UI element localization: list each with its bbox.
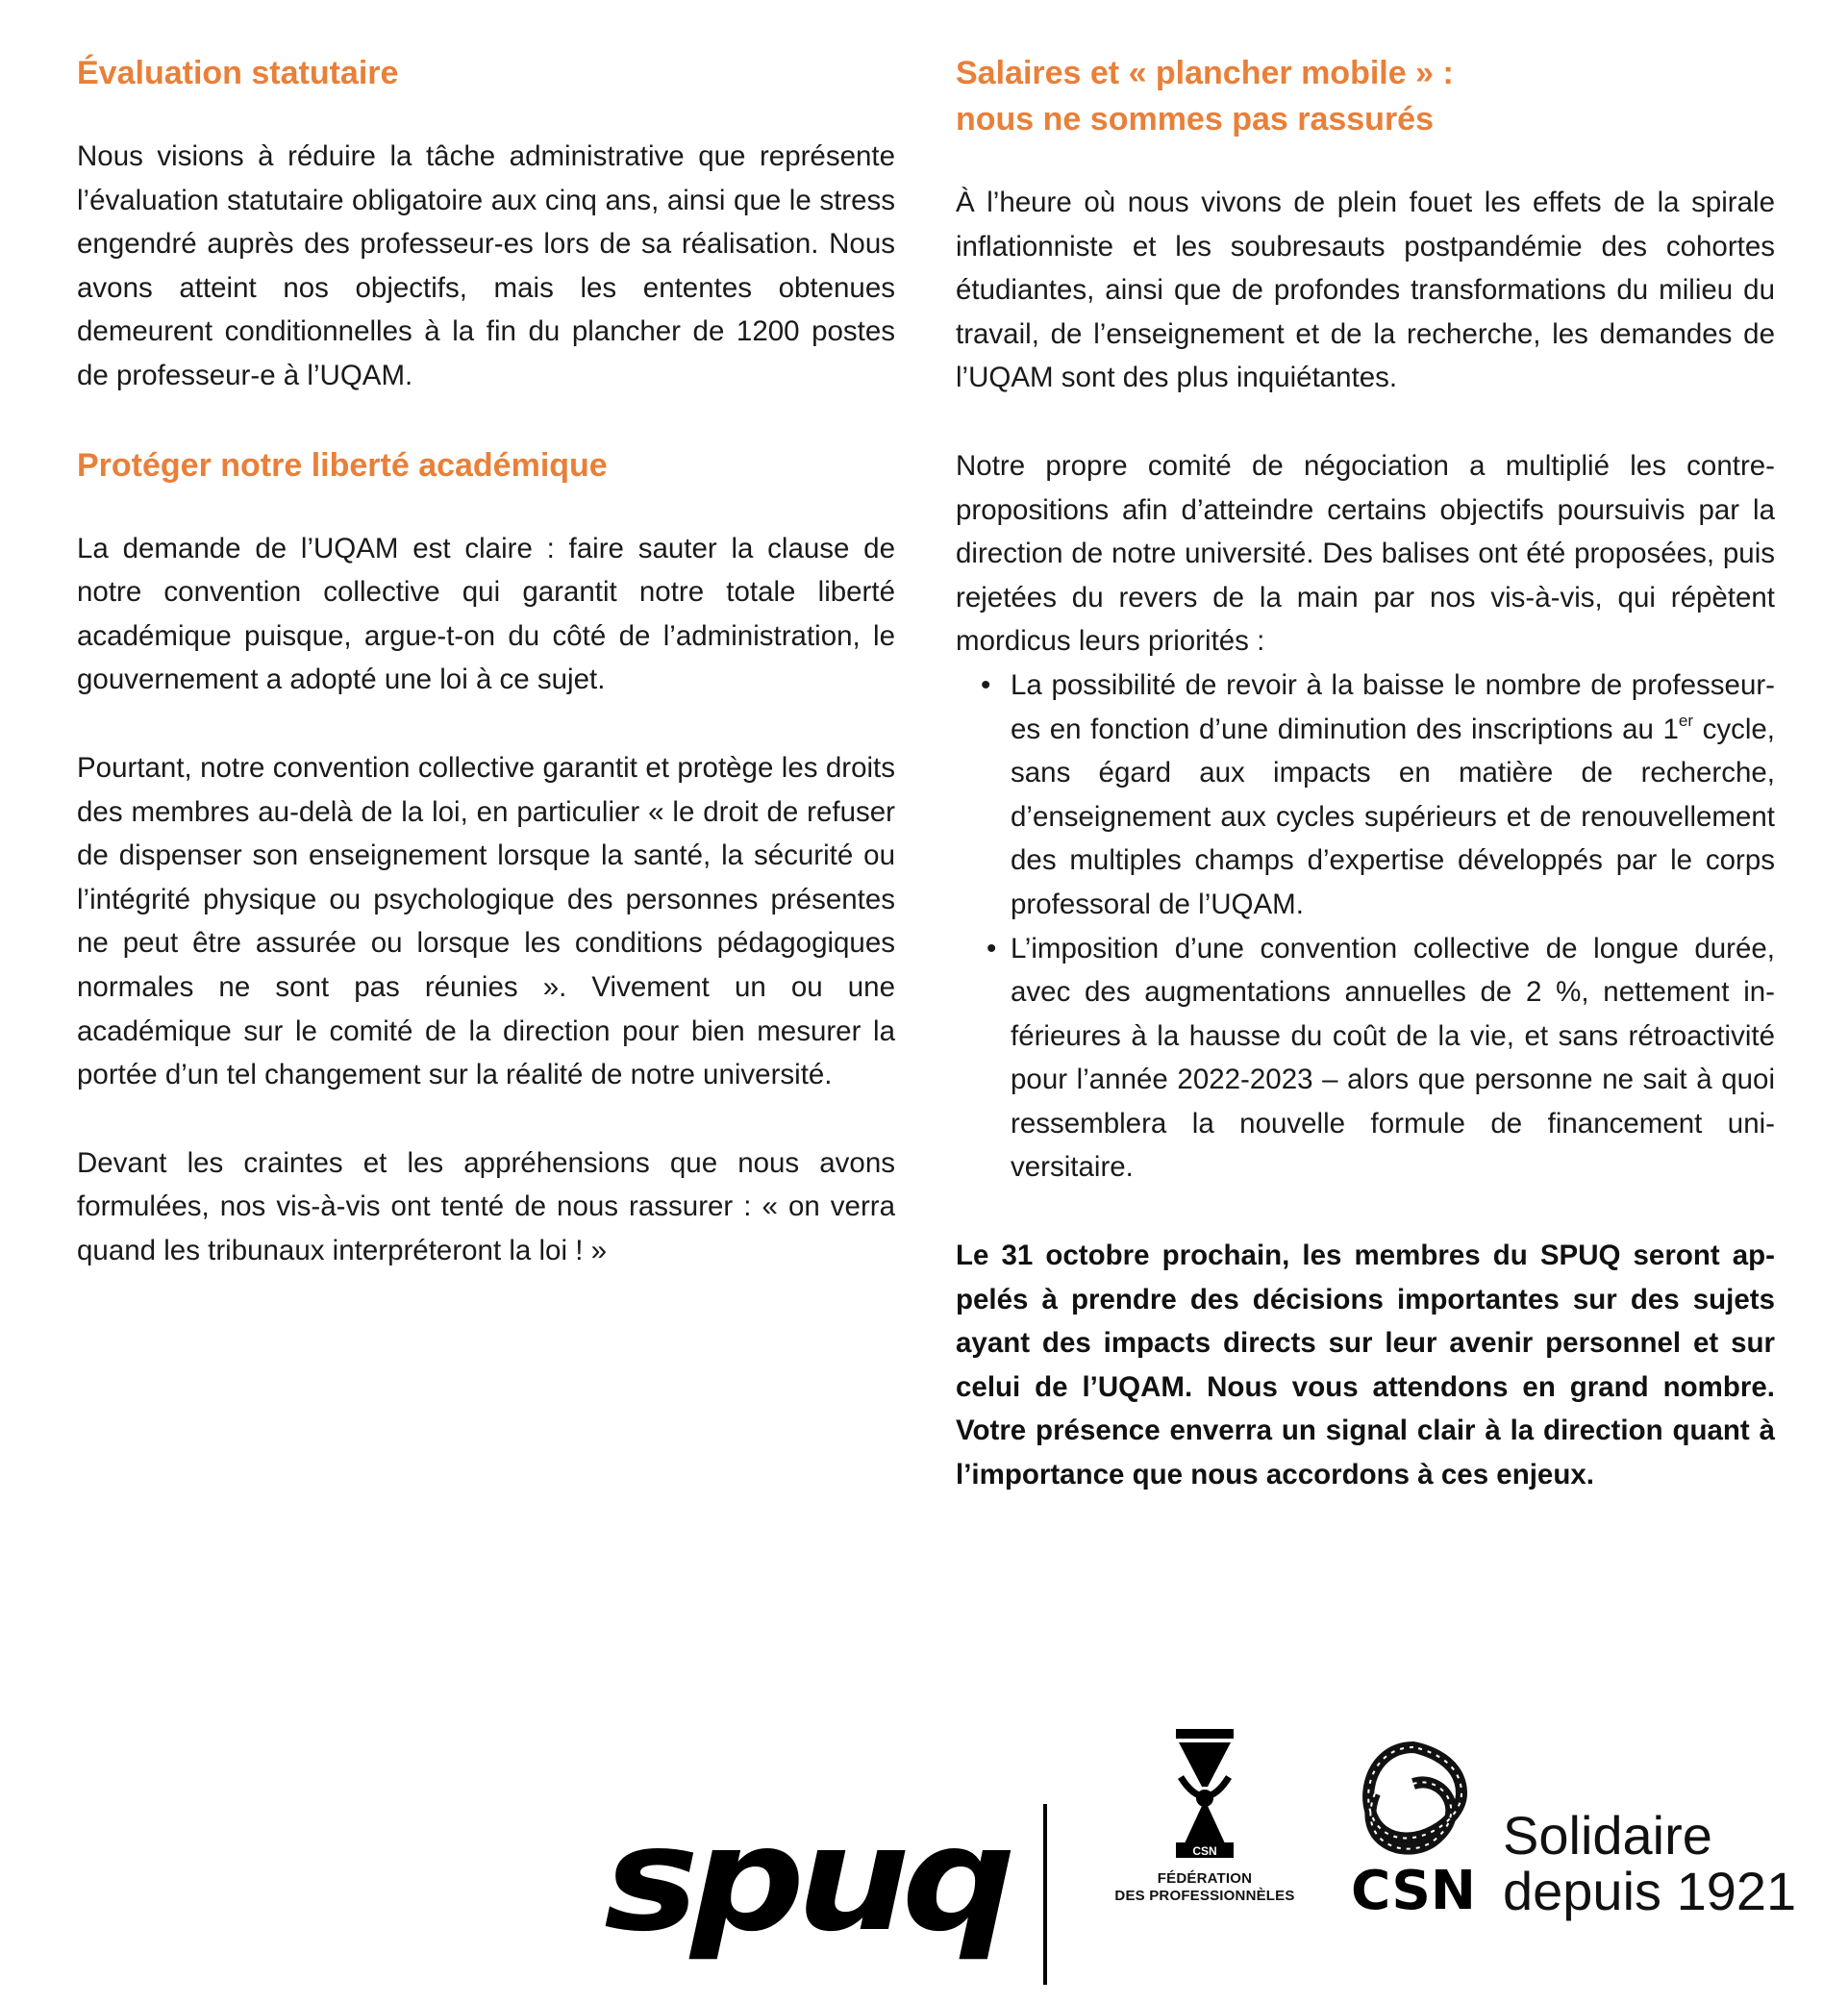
bullet-icon: • [986, 932, 997, 964]
heading-evaluation-statutaire: Évaluation statutaire [77, 55, 399, 91]
paragraph-negociation: Notre propre comité de négociation a multiplié les contre-propositions afin d’atteindre certains objectifs poursuivis par la direction de notre université. Des balises ont été proposées, puis rejetées du revers de la main par nos vis-à-vis, qui répètent mordicus leurs priorités : [956, 449, 1775, 658]
paragraph-convention-collective: Pourtant, notre convention collective garantit et protège les droits des membres au-delà de la loi, en particulier « le droit de refuser de dispenser son enseignement lorsque la santé, la sécurité ou l’intégrité physique ou psychologique des personnes présentes ne peut être assurée ou lorsque les conditions pédagogiques normales ne sont pas réunies ». Vivement un ou une académique sur le comité de la direction pour bien mesurer la portée d’un tel changement sur la réalité de notre université. [77, 751, 895, 1091]
paragraph-evaluation: Nous visions à réduire la tâche administrative que représente l’évaluation statutaire obligatoire aux cinq ans, ainsi que le stress engendré auprès des professeur-es lors de sa réalisation. Nous avons atteint nos objectifs, mais les ententes obtenues demeurent conditionnelles à la fin du plancher de 1200 postes de professeur-e à l’UQAM. [77, 140, 895, 391]
paragraph-demande-uqam: La demande de l’UQAM est claire : faire sauter la clause de notre convention collective qui garantit notre totale liberté académique puisque, argue-t-on du côté de l’administration, le gouvernement a adopté une loi à ce sujet. [77, 532, 895, 696]
priorities-list [956, 664, 1775, 1190]
list-item: • L’imposition d’une convention collective de longue durée, avec des augmentations annuelles de 2 %, nettement inférieures à la hausse du coût de la vie, et sans rétroactivité pour l’année 2022-2023 – alors que personne ne sait à quoi ressemblera la nouvelle formule de financement universitaire. [956, 927, 1775, 1190]
paragraph-call-to-action: Le 31 octobre prochain, les membres du SPUQ seront appelés à prendre des décisions importantes sur des sujets ayant des impacts directs sur leur avenir personnel et sur celui de l’UQAM. Nous vous attendons en grand nombre. Votre présence enverra un signal clair à la direction quant à l’importance que nous accordons à ces enjeux. [956, 1240, 1775, 1491]
paragraph-craintes: Devant les craintes et les appréhensions que nous avons formulées, nos vis-à-vis ont tenté de nous rassurer : « on verra quand les tribunaux interpréteront la loi ! » [77, 1146, 895, 1266]
bullet-icon: • [981, 668, 991, 701]
spuq-logo-text: spuq [604, 1796, 1012, 1964]
heading-salaires-line2: nous ne sommes pas rassurés [956, 101, 1435, 138]
left-column [77, 50, 895, 1272]
right-column [956, 50, 1775, 1497]
heading-liberte-academique: Protéger notre liberté académique [77, 446, 608, 484]
federation-label: FÉDÉRATION DES PROFESSIONNÈLES [1114, 1870, 1295, 1904]
heading-salaires [956, 50, 1775, 142]
paragraph-inflation: À l’heure où nous vivons de plein fouet les effets de la spirale inflationniste et les soubresauts postpandémie des cohortes étudiantes, ainsi que de profondes transformations du milieu du travail, de l’enseignement et de la recherche, les demandes de l’UQAM sont des plus inquiétantes. [956, 187, 1775, 394]
list-item: • La possibilité de revoir à la baisse le nombre de professeur-es en fonction d’une diminution des inscriptions au 1er cycle, sans égard aux impacts en matière de recherche, d’enseignement aux cycles supérieurs et de renouvellement des multiples champs d’expertise développés par le corps professoral de l’UQAM. [956, 664, 1775, 927]
csn-logo-text: CSN [1351, 1860, 1476, 1914]
tagline: Solidaire depuis 1921 [1503, 1805, 1797, 1921]
fp-badge-text: CSN [1192, 1844, 1217, 1858]
heading-salaires-line1: Salaires et « plancher mobile » : [956, 55, 1454, 91]
csn-logo [1346, 1736, 1481, 1914]
spuq-logo [604, 1785, 1056, 1987]
